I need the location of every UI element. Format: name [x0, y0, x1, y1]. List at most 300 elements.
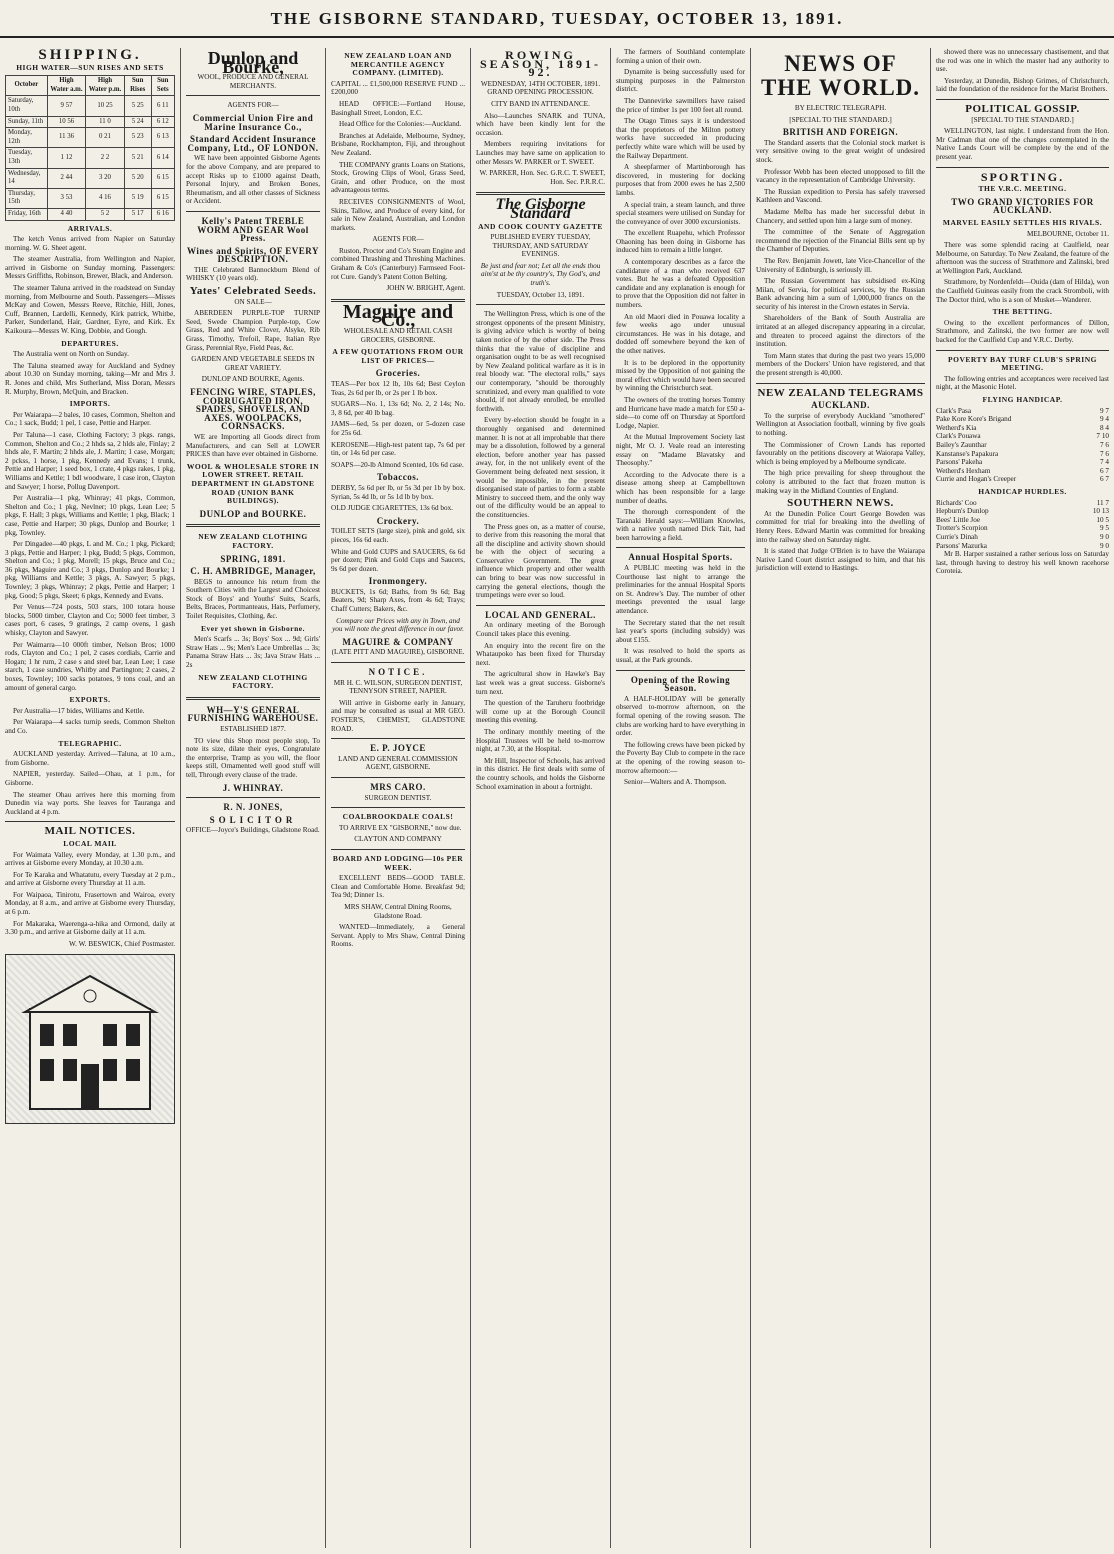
divider: [756, 383, 925, 384]
news-item: A special train, a steam launch, and three special steamers were utilised on Sunday for the conveyance of over 3000 excursionists.: [616, 200, 745, 226]
dunlop-subtitle: WOOL, PRODUCE AND GENERAL MERCHANTS.: [197, 73, 309, 90]
vrc-meeting: THE V.R.C. MEETING.: [978, 184, 1067, 194]
divider: [936, 99, 1109, 100]
leader-paragraph: The Wellington Press, which is one of the strongest opponents of the present Ministry, is giving advice which is worthy of being taken notice of by the other side. The Press thinks that the value of discipline and organisation ought to be as well recognised by New Zealand political warfare as it is in real bloody war. "The electoral rolls," says our contemporary, "should be thoroughly scrutinized, and every man qualified to vote should, if not already enrolled, be enrolled forthwith.: [476, 310, 605, 413]
compare-prices: Compare our Prices with any in Town, and you will note the great difference in our favor.: [332, 616, 464, 634]
excellent-beds: EXCELLENT BEDS—GOOD TABLE. Clean and Comfortable Home. Breakfast 9d; Tea 9d; Dinner 1s.: [331, 874, 465, 900]
jones-name: R. N. JONES,: [223, 802, 283, 813]
world-item: The Russian expedition to Persia has safely traversed Kathleen and Vascond.: [756, 187, 925, 205]
race-entry: [936, 516, 1109, 525]
horse-name: Hepburn's Dunlop: [936, 507, 989, 516]
quotations: A FEW QUOTATIONS FROM OUR LIST OF PRICES—: [332, 347, 464, 365]
crockery-item: TOILET SETS (large size), pink and gold, six pieces, 16s 6d each.: [331, 527, 465, 544]
race-entry: [936, 407, 1109, 416]
horse-weight: 7 4: [1100, 458, 1109, 467]
horse-weight: 7 6: [1100, 440, 1109, 449]
horse-weight: 9 5: [1100, 524, 1109, 533]
tide-cell: 10 25: [86, 96, 125, 116]
arrival-item: The ketch Venus arrived from Napier on Saturday morning. W. G. Sheet agent.: [5, 235, 175, 252]
southern-item: At the Dunedin Police Court George Bowden was committed for trial for breaking into the dwelling of Henry Rees. Edward Martin was committed for breaking into the railway shed on Saturday night.: [756, 509, 925, 544]
city-band: CITY BAND IN ATTENDANCE.: [491, 99, 590, 108]
capital: CAPITAL ... £1,500,000 RESERVE FUND ... £200,000: [331, 79, 465, 97]
tide-cell: Wednesday, 14: [6, 168, 48, 188]
race-entry: [936, 424, 1109, 433]
auckland-item: The Commissioner of Crown Lands has reported favourably on the petitions discovery at Waiorapa Valley, which is being employed by a Melbourne syndicate.: [756, 440, 925, 466]
racing-item: There was some splendid racing at Caulfield, near Melbourne, on Saturday. To New Zealand, the feature of the afternoon was the success of Strathmore and Zalinski, bred at Wellington Park, Auckland.: [936, 241, 1109, 275]
tide-cell: 5 24: [124, 116, 151, 128]
tide-cell: 10 56: [47, 116, 85, 128]
agency-standard-accident: Standard Accident Insurance Company, Ltd., OF LONDON.: [187, 134, 319, 153]
paper-subtitle: AND COOK COUNTY GAZETTE: [478, 221, 603, 231]
auckland-item: To the surprise of everybody Auckland "smothered" Wellington at Association football, winning by five goals to nothing.: [756, 411, 925, 437]
southern-news-heading: SOUTHERN NEWS.: [787, 497, 894, 510]
horse-weight: 10 5: [1096, 515, 1109, 524]
column-world-news: [750, 48, 930, 1548]
horse-name: Trotter's Scorpion: [936, 524, 988, 533]
tide-row: [6, 96, 175, 116]
tide-col: High Water p.m.: [86, 76, 125, 96]
tide-cell: 6 14: [151, 148, 174, 168]
members-invitations: Members requiring invitations for Launches may have same on application to other Messrs W. PARKER or T. SWEET.: [476, 140, 605, 166]
rowing-body: WEDNESDAY, 14TH OCTOBER, 1891. GRAND OPENING PROCESSION.: [480, 79, 601, 97]
divider: [186, 524, 320, 527]
horse-name: Currie's Dinah: [936, 532, 978, 541]
horse-name: Currie and Hogan's Creeper: [936, 475, 1017, 484]
dunlop-body: WE have been appointed Gisborne Agents for the above Company, and are prepared to accept Risks up to £1000 against Death, Personal Injury, and Broken Bones, Rheumatism, and all other classes of Sickness or Accident.: [186, 154, 320, 206]
telegraphic-item: The steamer Ohau arrives here this morning from Dunedin via way ports. She leaves for Tauranga and Auckland at 4 p.m.: [5, 790, 175, 816]
kellys-press: Kelly's Patent TREBLE WORM AND GEAR Wool Press.: [197, 215, 309, 244]
garden-seeds: GARDEN AND VEGETABLE SEEDS IN GREAT VARIETY.: [191, 355, 315, 372]
world-item: Madame Melba has made her successful debut in Chancery, and settled upon him a large sum of money.: [756, 207, 925, 225]
race-entry: [936, 450, 1109, 459]
tide-row: [6, 208, 175, 220]
agency-commercial-union: Commercial Union Fire and Marine Insurance Co.,: [192, 112, 314, 132]
political-special: [SPECIAL TO THE STANDARD.]: [971, 115, 1074, 124]
arrival-item: The steamer Australia, from Wellington and Napier, arrived in Gisborne on Sunday morning. Passengers: Messrs Griffiths, Robinson, Brewer, Black, and Anderson.: [5, 255, 175, 281]
tide-cell: Friday, 16th: [6, 208, 48, 220]
grocery-item: KEROSENE—High-test patent tap, 7s 6d per tin, or 14s 6d per case.: [331, 440, 465, 458]
melbourne-dateline: MELBOURNE, October 11.: [1027, 229, 1109, 238]
turnip-seed-list: ABERDEEN PURPLE-TOP TURNIP Seed, Swede Champion Purple-top, Cow Grass, Red and White Clover, Alsyke, Rib Grass, Timothy, Trefoil, Rape, Italian Rye Grass, Perennial Rye, Field Peas, &c.: [186, 309, 320, 352]
export-item: Per Australia—17 bides, Williams and Kettle.: [13, 706, 145, 715]
tide-cell: Sunday, 11th: [6, 116, 48, 128]
world-item: Tom Mann states that during the past two years 15,000 members of the Dockers' Union have registered, and that the present strength is 40,000.: [756, 351, 925, 378]
news-item: The Otago Times says it is understood that the proprietors of the Milton pottery works have succeeded in producing perfectly white ware which will be used by the Railway Department.: [616, 117, 745, 160]
horse-weight: 8 4: [1100, 423, 1109, 432]
published: PUBLISHED EVERY TUESDAY, THURSDAY, AND SATURDAY EVENINGS.: [490, 233, 591, 259]
racing-item: Strathmore, by Nordenfeldt—Ouida (dam of Hilda), won the Caulfield Guineas easily from the crack Stromboli, with The Doctor third, who is a son of Musket—Wanderer.: [936, 278, 1109, 304]
arrivals-heading: ARRIVALS.: [67, 223, 113, 233]
horse-weight: 9 7: [1100, 406, 1109, 415]
wines-spirits: Wines and Spirits, OF EVERY DESCRIPTION.: [187, 245, 319, 265]
entries-intro: The following entries and acceptances were received last night, at the Masonic Hotel.: [936, 374, 1109, 392]
tide-cell: 5 21: [124, 148, 151, 168]
horse-name: Bailey's Zaunthar: [936, 440, 987, 449]
tide-cell: 3 53: [47, 188, 85, 208]
tide-cell: 2 2: [86, 148, 125, 168]
tobacco-item: DERBY, 5s 6d per lb, or 5s 3d per 1b by box. Syrian, 5s 4d lb, or 5s 1d lb by box.: [331, 483, 465, 501]
nz-loan-company: NEW ZEALAND LOAN AND MERCANTILE AGENCY COMPANY. (LIMITED).: [344, 51, 452, 78]
horse-name: Pake Kore Kore's Brigand: [936, 415, 1012, 424]
mail-heading: MAIL NOTICES.: [44, 825, 136, 838]
tide-cell: 6 15: [151, 168, 174, 188]
tide-cell: 6 13: [151, 128, 174, 148]
established: ESTABLISHED 1877.: [220, 725, 286, 733]
ironmongery-heading: Ironmongery.: [368, 576, 428, 587]
divider: [331, 777, 465, 778]
coal-heading: COALBROOKDALE COALS!: [342, 812, 454, 822]
imports-heading: IMPORTS.: [69, 399, 111, 409]
horse-weight: 10 13: [1092, 507, 1109, 516]
dunlop-signoff: DUNLOP and BOURKE.: [199, 508, 307, 519]
horse-name: Clark's Pasa: [936, 406, 972, 415]
grocery-item: SOAPS—20-lb Almond Scented, 10s 6d case.: [331, 460, 464, 469]
rowing-opening-heading: Opening of the Rowing Season.: [630, 674, 731, 694]
branches: Branches at Adelaide, Melbourne, Sydney, Brisbane, Rockhampton, Fiji, and throughout New Zealand.: [331, 131, 465, 157]
dunlop-title: Dunlop and Bourke,: [207, 48, 299, 77]
export-item: Per Waiarapa—4 sacks turnip seeds, Common Shelton and Co.: [5, 718, 175, 735]
horse-name: Wetherd's Kia: [936, 423, 977, 432]
divider: [186, 211, 320, 212]
clothing-prices: Men's Scarfs ... 3s; Boys' Sox ... 9d; Girls' Straw Hats ... 9s; Men's Lace Umbrellas ... 3s; Panama Straw Hats ... 3s; Java Straw Hats ... 2s: [186, 635, 320, 670]
mail-item: For Waimata Valley, every Monday, at 1.30 p.m., and arrives at Gisborne every Monday, at 10.30 a.m.: [5, 850, 175, 868]
mail-item: For Waipaoa, Tinirotu, Frasertown and Wairoa, every Monday, at 8 a.m., and arrive at Gisborne every Thursday, at 6 p.m.: [5, 890, 175, 917]
tide-cell: 4 40: [47, 208, 85, 220]
divider: [936, 167, 1109, 168]
hospital-item: The Secretary stated that the net result last year's sports (including subsidy) was about £155.: [616, 618, 745, 644]
race-entry: [936, 467, 1109, 476]
tide-row: [6, 188, 175, 208]
race-entry: [936, 415, 1109, 424]
sporting-heading: SPORTING.: [980, 169, 1065, 184]
tide-cell: 5 2: [86, 208, 125, 220]
whinray-name: J. WHINRAY.: [222, 782, 284, 793]
tide-cell: 6 16: [151, 208, 174, 220]
tide-cell: 0 21: [86, 128, 125, 148]
news-item: It is to be deplored in the opportunity missed by the Opposition of not gaining the moral effect which would have been secured by winning the Christchurch seat.: [616, 358, 745, 393]
news-item: A contemporary describes as a farce the candidature of a man who received 637 votes. But he was a defeated Opposition candidate and any explanation is enough for to prove that the Opposition did not falter in numbers.: [616, 258, 745, 310]
tide-cell: 6 11: [151, 96, 174, 116]
import-item: Per Dingadee—40 pkgs, L and M. Co.; 1 pkg, Pickard; 3 pkgs, Pettie and Harper; 1 pkg, Budd; 5 pkgs, Common, Shelton and Co.; 1 pkg, Morell; 15 pkgs, Bruce and Co.; 36 pkgs, Maguire and Co.; 3 pkgs, Dunlop and Bourke; 1 pkg, Williams and Kettle; 3 pkgs, A. Sawyer; 5 pkgs, Townley; 3 pkgs, Whinray; 2 pkgs, Pettie and Harper; 1 pkg, Good; 5 pkgs, Skeet; 6 pkgs, Kennedy and Evans.: [5, 540, 175, 600]
nz-clothing-factory-2: NEW ZEALAND CLOTHING FACTORY.: [198, 672, 308, 691]
tide-cell: 5 19: [124, 188, 151, 208]
bright-agent: JOHN W. BRIGHT, Agent.: [386, 284, 465, 293]
spring-heading: SPRING, 1891.: [220, 553, 286, 564]
world-item: The Standard asserts that the Colonial stock market is very sensitive owing to the great weight of undesired stock.: [756, 138, 925, 164]
ironmongery-item: BUCKETS, 1s 6d; Baths, from 9s 6d; Bag Beaters, 9d; Sharp Axes, from 4s 6d; Trays; Chaff Cutters; Bakers, &c.: [331, 587, 465, 614]
auckland-heading: AUCKLAND.: [811, 400, 870, 411]
whinray-warehouse: WH—Y'S GENERAL FURNISHING WAREHOUSE.: [187, 704, 319, 724]
wilson-dentist: MR H. C. WILSON, SURGEON DENTIST, TENNYSON STREET, NAPIER.: [333, 678, 463, 696]
import-item: Per Venus—724 posts, 503 stars, 100 totara house blocks, 5000 timber, Clayton and Co; 5000 feet timber, 3 cases port, 6 cases, 9 gratings, 2 camp ovens, 1 gash whisky, Clayton and Sawyer.: [5, 603, 175, 638]
clayton-company: CLAYTON AND COMPANY: [354, 835, 442, 844]
flying-handicap: FLYING HANDICAP.: [982, 395, 1063, 404]
horse-name: Wetherd's Hexham: [936, 466, 991, 475]
tide-cell: 6 12: [151, 116, 174, 128]
harper-item: Mr B. Harper sustained a rather serious loss on Saturday last, through having to destroy his well known racehorse Coroteia.: [936, 550, 1109, 576]
tide-row: [6, 148, 175, 168]
tide-cell: Tuesday, 13th: [6, 148, 48, 168]
race-entry: [936, 533, 1109, 542]
news-item: At the Mutual Improvement Society last night, Mr O. J. Veale read an interesting essay on "Madame Blavatsky and Theosophy.": [616, 433, 745, 468]
tide-header-row: [6, 76, 175, 96]
whisky-notice: THE Celebrated Bannockburn Blend of WHISKY (10 years old).: [186, 265, 320, 283]
political-item: WELLINGTON, last night. I understand from the Hon. Mr Cadman that one of the changes contemplated in the Native Lands Court will be complete by the end of the present year.: [936, 127, 1109, 161]
wool-store: WOOL & WHOLESALE STORE IN LOWER STREET. RETAIL DEPARTMENT IN GLADSTONE ROAD (UNION BANK BUILDINGS).: [186, 461, 320, 506]
tide-row: [6, 168, 175, 188]
race-entry: [936, 499, 1109, 508]
wilson-body: Will arrive in Gisborne early in January, and may be consulted as usual at MR GEO. FOSTER'S, CHEMIST, GLADSTONE ROAD.: [331, 698, 465, 733]
import-item: Per Australia—1 pkg, Whinray; 41 pkgs, Common, Shelton and Co.; 1 pkg, Nevlner; 10 pkgs, Lean Lee; 5 pkgs, F. Hall; 3 pkgs, Williams and Kettle; 1 pkg, Black; 1 case, Pettie and Harper; 30 pkgs, Dunlop and Bourke; 1 pkg, Townley.: [5, 494, 175, 537]
divider: [5, 821, 175, 822]
marvel-settles: MARVEL EASILY SETTLES HIS RIVALS.: [942, 217, 1103, 227]
horse-name: Parsons' Mazurka: [936, 541, 987, 550]
betting-heading: THE BETTING.: [992, 307, 1053, 317]
special-standard: [SPECIAL TO THE STANDARD.]: [789, 115, 892, 124]
joyce-subtitle: LAND AND GENERAL COMMISSION AGENT, GISBORNE.: [338, 754, 458, 772]
on-sale-label: ON SALE—: [234, 297, 272, 306]
shaw-dining: MRS SHAW, Central Dining Rooms, Gladstone Road.: [344, 902, 452, 920]
nz-telegrams-heading: NEW ZEALAND TELEGRAMS: [757, 386, 924, 399]
groceries-heading: Groceries.: [375, 368, 421, 379]
mail-item: For Makaraka, Waerenga-a-hika and Ormond, daily at 3.30 p.m., and arrive at Gisborne daily at 11 a.m.: [5, 919, 175, 937]
tide-cell: Thursday, 15th: [6, 188, 48, 208]
tide-title: HIGH WATER—SUN RISES AND SETS: [16, 62, 164, 72]
news-item: The Dannevirke sawmillers have raised the price of timber 1s per 100 feet all round.: [616, 96, 745, 114]
world-item: The Rev. Benjamin Jowett, late Vice-Chancellor of the University of Edinburgh, is seriously ill.: [756, 256, 925, 274]
notice-heading: NOTICE.: [368, 667, 428, 678]
tide-table: [5, 75, 175, 220]
race-entry: [936, 524, 1109, 533]
postmaster-signoff: W. W. BESWICK, Chief Postmaster.: [69, 939, 175, 948]
local-item: The question of the Taruheru footbridge will come up at the Borough Council meeting this evening.: [476, 699, 605, 725]
betting-item: Owing to the excellent performances of Dillon, Strathmore, and Zalinski, the two former are now well backed for the Caulfield Cup and V.R.C. Derby.: [936, 318, 1109, 345]
import-item: Per Taluna—1 case, Clothing Factory; 3 pkgs. rangs, Common, Shelton and Co.; 2 hhds sa, 2 hlds ale, Finlay; 2 hhds ale, F. Martin; 2 hhds ale, J. Martin; 1 case, Morgan; 2 pckss, 1 horse, 1 pkg, Kennedy and Evans; 1 trunk, Pettie and Harper; 1 seed box, 1 crate, 4 pkgs rakes, 1 pkg, Williams and Kettle; 1 bdl woodware, 1 case iron, Clayton and Sawyer; 1 horse, Pollug Davenport.: [5, 430, 175, 491]
agents-list: Ruston, Proctor and Co's Steam Engine and combined Thrashing and Threshing Machines. Graham & Co's (Canterbury) Farmseed Foot-rot Cure. Gandy's Patent Cotton Belting.: [331, 246, 465, 281]
horse-weight: 7 6: [1100, 449, 1109, 458]
hospital-item: A PUBLIC meeting was held in the Courthouse last night to arrange the preliminaries for the annual Hospital Sports on St. Andrew's Day. The number of other meetings prevented the usual large attendance.: [616, 564, 745, 616]
nz-clothing-factory: NEW ZEALAND CLOTHING FACTORY.: [198, 532, 308, 550]
shipping-heading: SHIPPING.: [38, 48, 142, 63]
column-rowing-leader: [470, 48, 610, 1548]
horse-weight: 9 0: [1100, 532, 1109, 541]
secretaries: W. PARKER, Hon. Sec. G.R.C. T. SWEET, Hon. Sec. P.R.R.C.: [479, 169, 605, 186]
race-entry: [936, 441, 1109, 450]
column-politics-sporting: [930, 48, 1114, 1548]
tide-cell: 5 25: [124, 96, 151, 116]
tide-col: Sun Sets: [151, 76, 174, 96]
horse-name: Kanstanse's Papakura: [936, 449, 999, 458]
world-item: The Russian Government has subsidised ex-King Milan, of Servia, for political services, by the Russian Bank advancing him a sum of 1,000,000 francs on the security of his interest in the Crown estates in Servia.: [756, 277, 925, 311]
divider: [616, 547, 745, 548]
grocery-item: TEAS—Per box 12 lb, 10s 6d; Best Ceylon Teas, 2s 6d per lb, or 2s per 1 lb box.: [331, 380, 465, 397]
news-of-world-heading: NEWS OF THE WORLD.: [760, 51, 921, 100]
tide-cell: 11 36: [47, 128, 85, 148]
hurdle-entries: [936, 499, 1109, 551]
tide-cell: Monday, 12th: [6, 128, 48, 148]
column-dunlop: [180, 48, 325, 1548]
tide-col: October: [6, 76, 48, 96]
horse-weight: 11 7: [1096, 498, 1109, 507]
news-item: A sheepfarmer of Martinborough has discovered, in mustering for docking purposes that from 2000 ewes he has 2,500 lambs.: [616, 163, 745, 197]
tide-cell: 11 0: [86, 116, 125, 128]
masthead-title: THE GISBORNE STANDARD, TUESDAY, OCTOBER 13, 1891.: [270, 9, 844, 28]
world-item: Professor Webb has been elected unopposed to fill the vacancy in the representation of Cambridge University.: [756, 167, 925, 185]
maguire-subtitle: WHOLESALE AND RETAIL CASH GROCERS, GISBORNE.: [343, 327, 453, 344]
departure-item: The Taluna steamed away for Auckland and Sydney about 10.30 on Sunday morning, taking—Mr and Mrs J. R. Jones and child, Mrs Sutherland, Miss Doran, Messrs R. Murphy, Brown, McQuin, and Bracken.: [5, 361, 175, 396]
divider: [331, 662, 465, 663]
hospital-sports-heading: Annual Hospital Sports.: [628, 552, 733, 563]
column-loan-maguire: [325, 48, 470, 1548]
divider: [936, 350, 1109, 351]
ambridge-body: BEGS to announce his return from the Southern Cities with the Largest and Choicest Stock of Boys' and Youths' Suits, Scarfs, Belts, Braces, Portmanteaus, Hats, Perfumery, Toilet Requisites, Clothing, &c.: [186, 577, 320, 621]
tide-cell: 5 20: [124, 168, 151, 188]
british-foreign-heading: BRITISH AND FOREIGN.: [782, 127, 899, 138]
tobacco-heading: Tobaccos.: [377, 472, 419, 483]
arrival-item: The steamer Taluna arrived in the roadstead on Sunday morning, from Melbourne and South. Passengers—Misses McKay and Cowen, Messrs Reeve, Ritchie, Hill, Jones, Cuff, Brannen, Lardelli, Kennedy, Kirk patrick, Whitbe, Parker, Sunderland, Hair, Gardner, Eyre, and Kirk. Ex Kaikoura—Messrs W. King, Dobbie, and Gough.: [5, 284, 175, 336]
issue-date: TUESDAY, October 13, 1891.: [496, 290, 585, 299]
horse-weight: 6 7: [1100, 475, 1109, 484]
southern-item: It is stated that Judge O'Brien is to have the Waiarapa Native Land Court district assigned to him, and that his jurisdiction will extend to Hastings.: [756, 547, 925, 573]
head-office: HEAD OFFICE:—Fortland House, Basinghall Street, London, E.C.: [331, 99, 465, 117]
import-item: Per Waiarapa—2 bales, 10 cases, Common, Shelton and Co.; 1 sack, Budd; 1 pel, 1 case, Pettie and Harper.: [5, 410, 175, 428]
horse-name: Richards' Coo: [936, 498, 977, 507]
tide-cell: 6 15: [151, 188, 174, 208]
maguire-company: MAGUIRE & COMPANY: [342, 636, 454, 647]
motto: Be just and fear not; Let all the ends thou aim'st at be thy country's, Thy God's, and truth's.: [480, 261, 601, 288]
tide-cell: 4 16: [86, 188, 125, 208]
political-gossip-heading: POLITICAL GOSSIP.: [965, 102, 1080, 115]
horse-weight: 6 7: [1100, 466, 1109, 475]
caro-subtitle: SURGEON DENTIST.: [364, 793, 432, 802]
local-item: An ordinary meeting of the Borough Council takes place this evening.: [476, 621, 605, 639]
import-notice: WE are Importing all Goods direct from Manufacturers, and can Sell at LOWER PRICES than have ever obtained in Gisborne.: [186, 432, 320, 459]
tide-row: [6, 116, 175, 128]
yates-seeds: Yates' Celebrated Seeds.: [189, 285, 317, 298]
hospital-item: It was resolved to hold the sports as usual, at the Park grounds.: [616, 647, 745, 664]
consignments: RECEIVES CONSIGNMENTS of Wool, Skins, Tallow, and Produce of every kind, for sale in New Zealand, Australian, and London markets.: [331, 197, 465, 232]
leader-paragraph: Every by-election should be fought in a thoroughly organised and determined manner. It is not at all improbable that there may be a dissolution, followed by a general election, before another year has passed away, for, in the not unlikely event of the Government being defeated next session, it would be impossible, in the present disorganised state of parties to form a stable Ministry to succeed them, and the only way out of the difficulty would be an appeal to the constituencies.: [476, 416, 605, 519]
maguire-late: (LATE PITT AND MAGUIRE), GISBORNE.: [331, 648, 465, 657]
divider: [331, 807, 465, 808]
news-item: The thorough correspondent of the Taranaki Herald says:—William Knowles, with a native youth named Dick Tait, had been harrowing a field.: [616, 508, 745, 542]
departures-heading: DEPARTURES.: [61, 338, 119, 348]
rowing-title: ROWING SEASON, 1891-92.: [479, 48, 601, 80]
tide-cell: 3 20: [86, 168, 125, 188]
divider: [186, 95, 320, 96]
agents-label: AGENTS FOR—: [227, 101, 279, 110]
furnishing-warehouse-picture: [5, 954, 175, 1124]
caro-name: MRS CARO.: [370, 781, 426, 792]
wanted-servant: WANTED—Immediately, a General Servant. Apply to Mrs Shaw, Central Dining Rooms.: [331, 923, 465, 949]
launches: Also—Launches SNARK and TUNA, which have been kindly lent for the occasion.: [476, 111, 605, 137]
handicap-hurdles: HANDICAP HURDLES.: [978, 486, 1067, 496]
local-general-heading: LOCAL AND GENERAL.: [485, 609, 596, 620]
tide-body: [6, 96, 175, 220]
rowing-item: A HALF-HOLIDAY will be generally observed to-morrow afternoon, on the formal opening of the rowing season. The clubs are working hard to have everything in order.: [616, 694, 745, 738]
continued-item: Yesterday, at Dunedin, Bishop Grimes, of Christchurch, laid the foundation of the residence for the Marist Brothers.: [936, 76, 1109, 94]
tide-cell: 5 23: [124, 128, 151, 148]
company-loans: THE COMPANY grants Loans on Stations, Stock, Growing Clips of Wool, Grass Seed, Grain, and other Produce, on the most advantageous terms.: [331, 160, 465, 195]
divider: [186, 697, 320, 700]
colonies-office: Head Office for the Colonies:—Auckland.: [339, 120, 462, 129]
departure-item: The Australia went on North on Sunday.: [13, 350, 129, 359]
divider: [476, 605, 605, 606]
horse-weight: 9 0: [1100, 541, 1109, 550]
divider: [331, 849, 465, 850]
world-item: Shareholders of the Bank of South Australia are irritated at an alleged discrepancy appearing in a circular, and threaten to proceed against the directors of the institution.: [756, 314, 925, 349]
agents-for: AGENTS FOR—: [372, 235, 424, 244]
grocery-item: JAMS—6ed, 5s per dozen, or 5-dozen case for 25s 6d.: [331, 420, 465, 437]
race-entry: [936, 475, 1109, 484]
divider: [476, 304, 605, 305]
tide-cell: Saturday, 10th: [6, 96, 48, 116]
local-item: The agricultural show in Hawke's Bay last week was a great success. Gisborne's turn next.: [476, 670, 605, 696]
horse-name: Clark's Pouawa: [936, 432, 981, 441]
telegraphic-heading: TELEGRAPHIC.: [58, 738, 122, 748]
mail-subheading: LOCAL MAIL: [63, 838, 117, 848]
grocery-item: SUGARS—No. 1, 13s 6d; No. 2, 2 14s; No. 3, 8 6d, per 40 lb bag.: [331, 400, 465, 417]
telegraphic-item: AUCKLAND yesterday. Arrived—Taluna, at 10 a.m., from Gisborne.: [5, 750, 175, 767]
tobacco-item: OLD JUDGE CIGARETTES, 13s 6d box.: [331, 504, 453, 513]
whinray-poem: TO view this Shop most people stop, To note its size, dilate their eyes, Congratulate the enterprise, Tramp as you will, the floor keeps still, Ornamented well good stuff will tell, Through every clause of the trade.: [186, 736, 320, 779]
coal-arrival: TO ARRIVE EX "GISBORNE," now due.: [339, 823, 462, 832]
column-general-news: [610, 48, 750, 1548]
masthead: [0, 0, 1114, 38]
auckland-item: The high price prevailing for sheep throughout the colony is attributed to the fact that frozen mutton is making way in the Midland Counties of England.: [756, 469, 925, 495]
news-item: According to the Advocate there is a disease among sheep at Campbelltown which has been responsible for a large number of deaths.: [616, 470, 745, 505]
jones-offices: OFFICE—Joyce's Buildings, Gladstone Road.: [186, 826, 320, 835]
horse-name: Bees' Little Joe: [936, 515, 981, 524]
local-item: An enquiry into the recent fire on the Whataupoko has been fixed for Thursday next.: [476, 641, 605, 667]
flying-entries: [936, 407, 1109, 484]
local-item: The ordinary monthly meeting of the Hospital Trustees will be held to-morrow night, at 7.30, at the Hospital.: [476, 727, 605, 754]
maguire-title: Maguire and Co.,: [342, 300, 454, 332]
world-item: The committee of the Senate of Aggregation recommend the rejection of the Financial Bills sent up by the Chamber of Deputies.: [756, 228, 925, 254]
race-entry: [936, 542, 1109, 551]
tide-cell: 1 12: [47, 148, 85, 168]
race-entry: [936, 432, 1109, 441]
tide-cell: 5 17: [124, 208, 151, 220]
electric-telegraph: BY ELECTRIC TELEGRAPH.: [794, 104, 887, 112]
local-item: Mr Hill, Inspector of Schools, has arrived in this district. He first deals with some of the country schools, and holds the Gisborne School examination in about a fortnight.: [476, 756, 605, 791]
ambridge-manager: C. H. AMBRIDGE, Manager,: [190, 566, 316, 577]
board-lodging: BOARD AND LODGING—10s PER WEEK.: [332, 853, 464, 872]
news-item: The owners of the trotting horses Tommy and Hurricane have made a match for £50 a-side—to come off on Thursday at Sportford Lodge, Napier.: [616, 395, 745, 430]
divider: [186, 797, 320, 798]
building-engraving-icon: [15, 964, 165, 1114]
tide-cell: 2 44: [47, 168, 85, 188]
horse-weight: 7 10: [1096, 432, 1109, 441]
divider: [476, 192, 605, 195]
joyce-name: E. P. JOYCE: [370, 743, 426, 754]
leader-paragraph: The Press goes on, as a matter of course, to derive from this reasoning the moral that all the discipline and activity shown should be with the object of securing a Conservative Government. The great influence which property and other wealth can bring to bear was now successful in carrying the general elections, though the trumpetings were ever so loud.: [476, 522, 605, 600]
mail-item: For Te Karaka and Whatatutu, every Tuesday at 2 p.m., and arrive at Gisborne every Thursday at 11 a.m.: [5, 870, 175, 888]
divider: [331, 738, 465, 739]
ever-yet-shown: Ever yet shown in Gisborne.: [201, 623, 305, 633]
continued-item: showed there was no unnecessary chastisement, and that the rod was one in which the master had any authority to use.: [936, 48, 1109, 74]
divider: [616, 670, 745, 671]
horse-weight: 9 4: [1100, 415, 1109, 424]
rowing-item: The following crews have been picked by the Poverty Bay Club to compete in the race at the opening of the rowing season to-morrow afternoon:—: [616, 740, 745, 775]
news-item: The excellent Ruapehu, which Professor Ohaoning has been doing in Gisborne has induced him to remain a little longer.: [616, 229, 745, 255]
dunlop-agents-line: DUNLOP AND BOURKE, Agents.: [201, 375, 305, 384]
tide-col: High Water a.m.: [47, 76, 85, 96]
telegraphic-item: NAPIER, yesterday. Sailed—Ohau, at 1 p.m., for Gisborne.: [5, 770, 175, 787]
race-entry: [936, 458, 1109, 467]
exports-heading: EXPORTS.: [69, 695, 111, 705]
tide-row: [6, 128, 175, 148]
